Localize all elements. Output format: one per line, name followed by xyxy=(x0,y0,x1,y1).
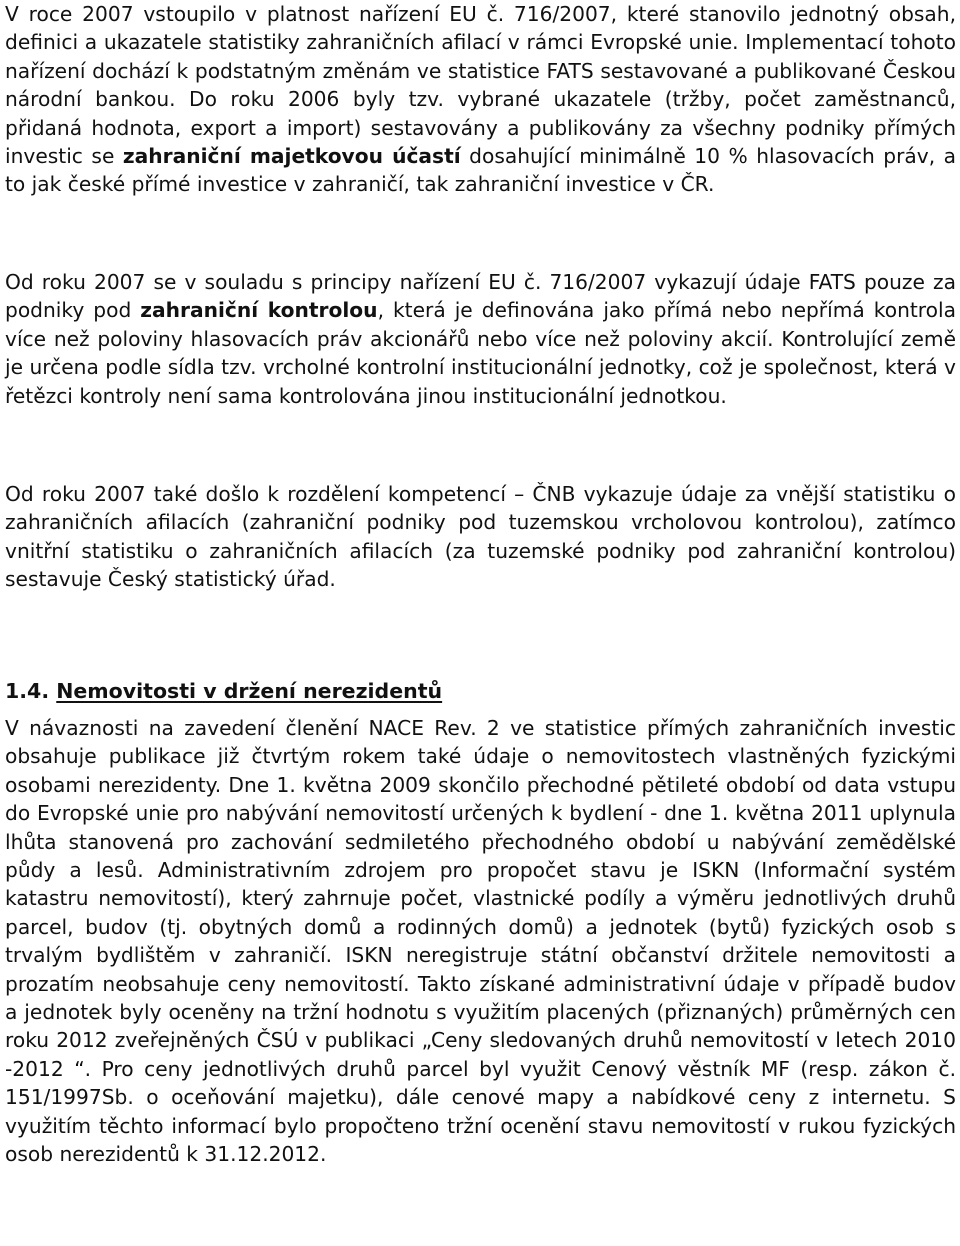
paragraph-real-estate: V návaznosti na zavedení členění NACE Rev. 2 ve statistice přímých zahraničních investic obsahuje publikace již čtvrtým rokem také údaje o nemovitostech vlastněných fyzickými osobami nerezidenty. Dne 1. května 2009 skončilo přechodné pětileté období od data vstupu do Evropské unie pro nabývání nemovitostí určených k bydlení - dne 1. května 2011 uplynula lhůta stanovená pro zachování sedmiletého přechodného období u nabývání zemědělské půdy a lesů. Administrativním zdrojem pro propočet stavu je ISKN (Informační systém katastru nemovitostí), který zahrnuje počet, vlastnické podíly a výměru jednotlivých druhů parcel, budov (tj. obytných domů a rodinných domů) a jednotek (bytů) fyzických osob s trvalým bydlištěm v zahraničí. ISKN neregistruje státní občanství držitele nemovitosti a prozatím neobsahuje ceny nemovitostí. Takto získané administrativní údaje v případě budov a jednotek byly oceněny na tržní hodnotu s využitím placených (přiznaných) průměrných cen roku 2012 zveřejněných ČSÚ v publikaci „Ceny sledovaných druhů nemovitostí v letech 2010 -2012 “. Pro ceny jednotlivých druhů parcel byl využit Cenový věstník MF (resp. zákon č. 151/1997Sb. o oceňování majetku), dále cenové mapy a nabídkové ceny z internetu. S využitím těchto informací bylo propočteno tržní ocenění stavu nemovitostí v rukou fyzických osob nerezidentů k 31.12.2012. xyxy=(5,716,956,1167)
section-heading xyxy=(5,677,442,705)
bold-phrase-foreign-ownership: zahraniční majetkovou účastí xyxy=(122,144,461,169)
paragraph-text: , která je definována jako přímá nebo nepřímá kontrola více než poloviny hlasovacích práv akcionářů nebo více než poloviny akcií. Kontrolující země je určena podle sídla tzv. vrcholné kontrolní institucionální jednotky, což je společnost, která v řetězci kontroly není sama kontrolována jinou institucionální jednotkou. xyxy=(5,298,956,408)
paragraph-fats-regulation xyxy=(5,0,956,199)
paragraph-text: V roce 2007 vstoupilo v platnost nařízení EU č. 716/2007, které stanovilo jednotný obsah, definici a ukazatele statistiky zahraničních afilací v rámci Evropské unie. Implementací tohoto nařízení dochází k podstatným změnám ve statistice FATS sestavované a publikované Českou národní bankou. Do roku 2006 byly tzv. vybrané ukazatele (tržby, počet zaměstnanců, přidaná hodnota, export a import) sestavovány a publikovány za všechny podniky přímých investic se xyxy=(5,2,956,169)
paragraph-text: dosahující minimálně 10 % hlasovacích práv, a to jak české přímé investice v zahraničí, tak zahraniční investice v ČR. xyxy=(5,144,957,197)
section-title: Nemovitosti v držení nerezidentů xyxy=(56,679,443,703)
paragraph-competences: Od roku 2007 také došlo k rozdělení kompetencí – ČNB vykazuje údaje za vnější statistiku o zahraničních afilacích (zahraniční podniky pod tuzemskou vrcholovou kontrolou), zatímco vnitřní statistiku o zahraničních afilacích (za tuzemské podniky pod zahraniční kontrolou) sestavuje Český statistický úřad. xyxy=(5,482,956,592)
paragraph-text: Od roku 2007 se v souladu s principy nařízení EU č. 716/2007 vykazují údaje FATS pouze za podniky pod xyxy=(5,270,956,323)
paragraph-foreign-control xyxy=(5,268,956,410)
bold-phrase-foreign-control: zahraniční kontrolou xyxy=(140,298,378,323)
section-number: 1.4. xyxy=(5,679,50,703)
